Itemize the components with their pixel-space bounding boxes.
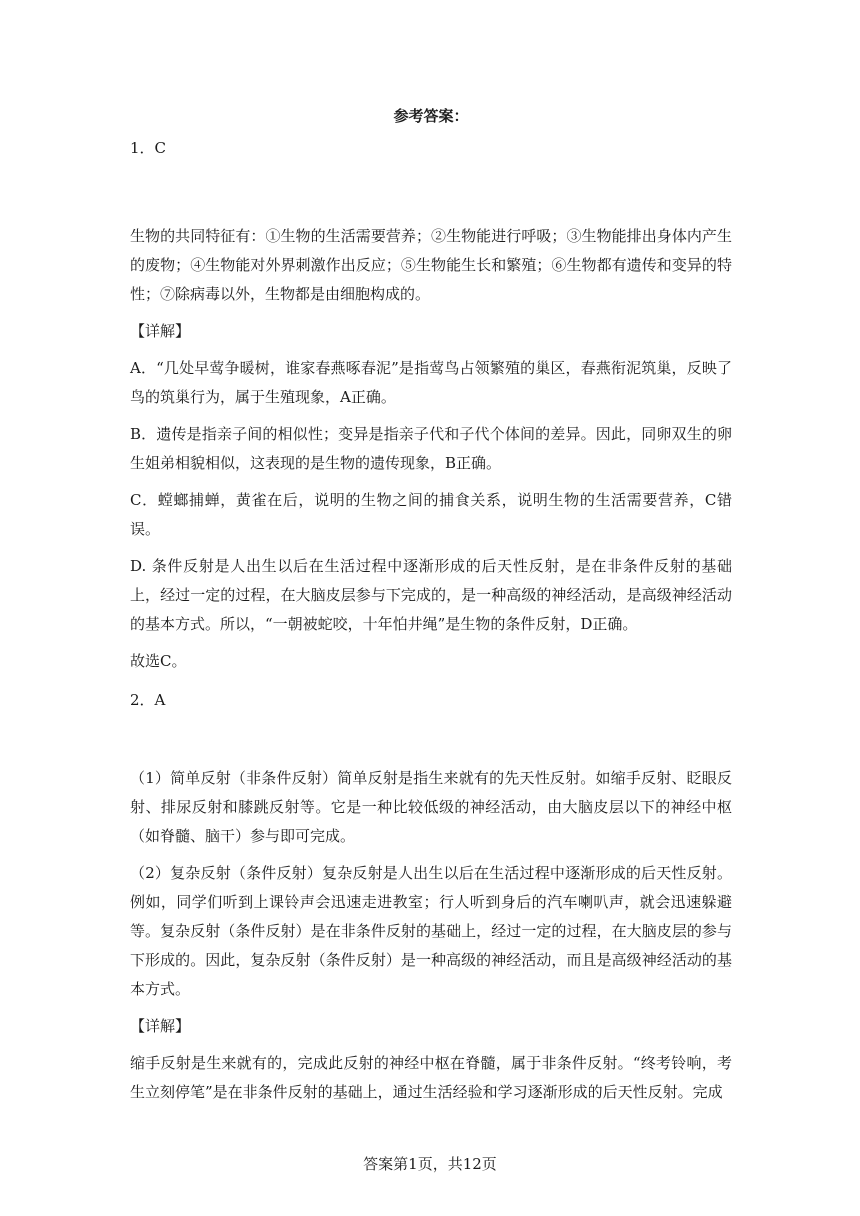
question-2-detail-heading: 【详解】: [130, 1017, 191, 1035]
question-2-detail: 缩手反射是生来就有的，完成此反射的神经中枢在脊髓，属于非条件反射。“终考铃响，考生立刻停笔”是在非条件反射的基础上，通过生活经验和学习逐渐形成的后天性反射。完成: [130, 1054, 732, 1101]
question-2-answer: 2．A: [130, 691, 166, 709]
page-footer: 答案第1页，共12页: [363, 1155, 497, 1173]
question-2-analysis-1: （1）简单反射（非条件反射）简单反射是指生来就有的先天性反射。如缩手反射、眨眼反射、排尿反射和膝跳反射等。它是一种比较低级的神经活动，由大脑皮层以下的神经中枢（如脊髓、脑干）参与即可完成。: [130, 769, 732, 845]
page-title: 参考答案：: [393, 107, 469, 125]
question-1-option-b: B．遗传是指亲子间的相似性；变异是指亲子代和子代个体间的差异。因此，同卵双生的卵生姐弟相貌相似，这表现的是生物的遗传现象，B正确。: [130, 425, 732, 472]
question-1-answer: 1．C: [130, 139, 167, 157]
answer-content: [130, 104, 732, 1115]
question-1-analysis: 生物的共同特征有：①生物的生活需要营养；②生物能进行呼吸；③生物能排出身体内产生的废物；④生物能对外界刺激作出反应；⑤生物能生长和繁殖；⑥生物都有遗传和变异的特性；⑦除病毒以外，生物都是由细胞构成的。: [130, 227, 732, 303]
spacer: [130, 712, 732, 764]
spacer: [130, 160, 732, 222]
question-1-detail-heading: 【详解】: [130, 322, 191, 340]
question-1-option-a: A．“几处早莺争暖树，谁家春燕啄春泥”是指莺鸟占领繁殖的巢区，春燕衔泥筑巢，反映了鸟的筑巢行为，属于生殖现象，A正确。: [130, 359, 732, 406]
question-1-option-d: D. 条件反射是人出生以后在生活过程中逐渐形成的后天性反射，是在非条件反射的基础上，经过一定的过程，在大脑皮层参与下完成的，是一种高级的神经活动，是高级神经活动的基本方式。所以，“一朝被蛇咬，十年怕井绳”是生物的条件反射，D正确。: [130, 557, 732, 633]
question-1-option-c: C．螳螂捕蝉，黄雀在后，说明的生物之间的捕食关系，说明生物的生活需要营养，C错误。: [130, 491, 732, 538]
question-2-analysis-2: （2）复杂反射（条件反射）复杂反射是人出生以后在生活过程中逐渐形成的后天性反射。例如，同学们听到上课铃声会迅速走进教室；行人听到身后的汽车喇叭声，就会迅速躲避等。复杂反射（条件反射）是在非条件反射的基础上，经过一定的过程，在大脑皮层的参与下形成的。因此，复杂反射（条件反射）是一种高级的神经活动，而且是高级神经活动的基本方式。: [130, 864, 732, 998]
question-1-conclusion: 故选C。: [130, 652, 187, 670]
